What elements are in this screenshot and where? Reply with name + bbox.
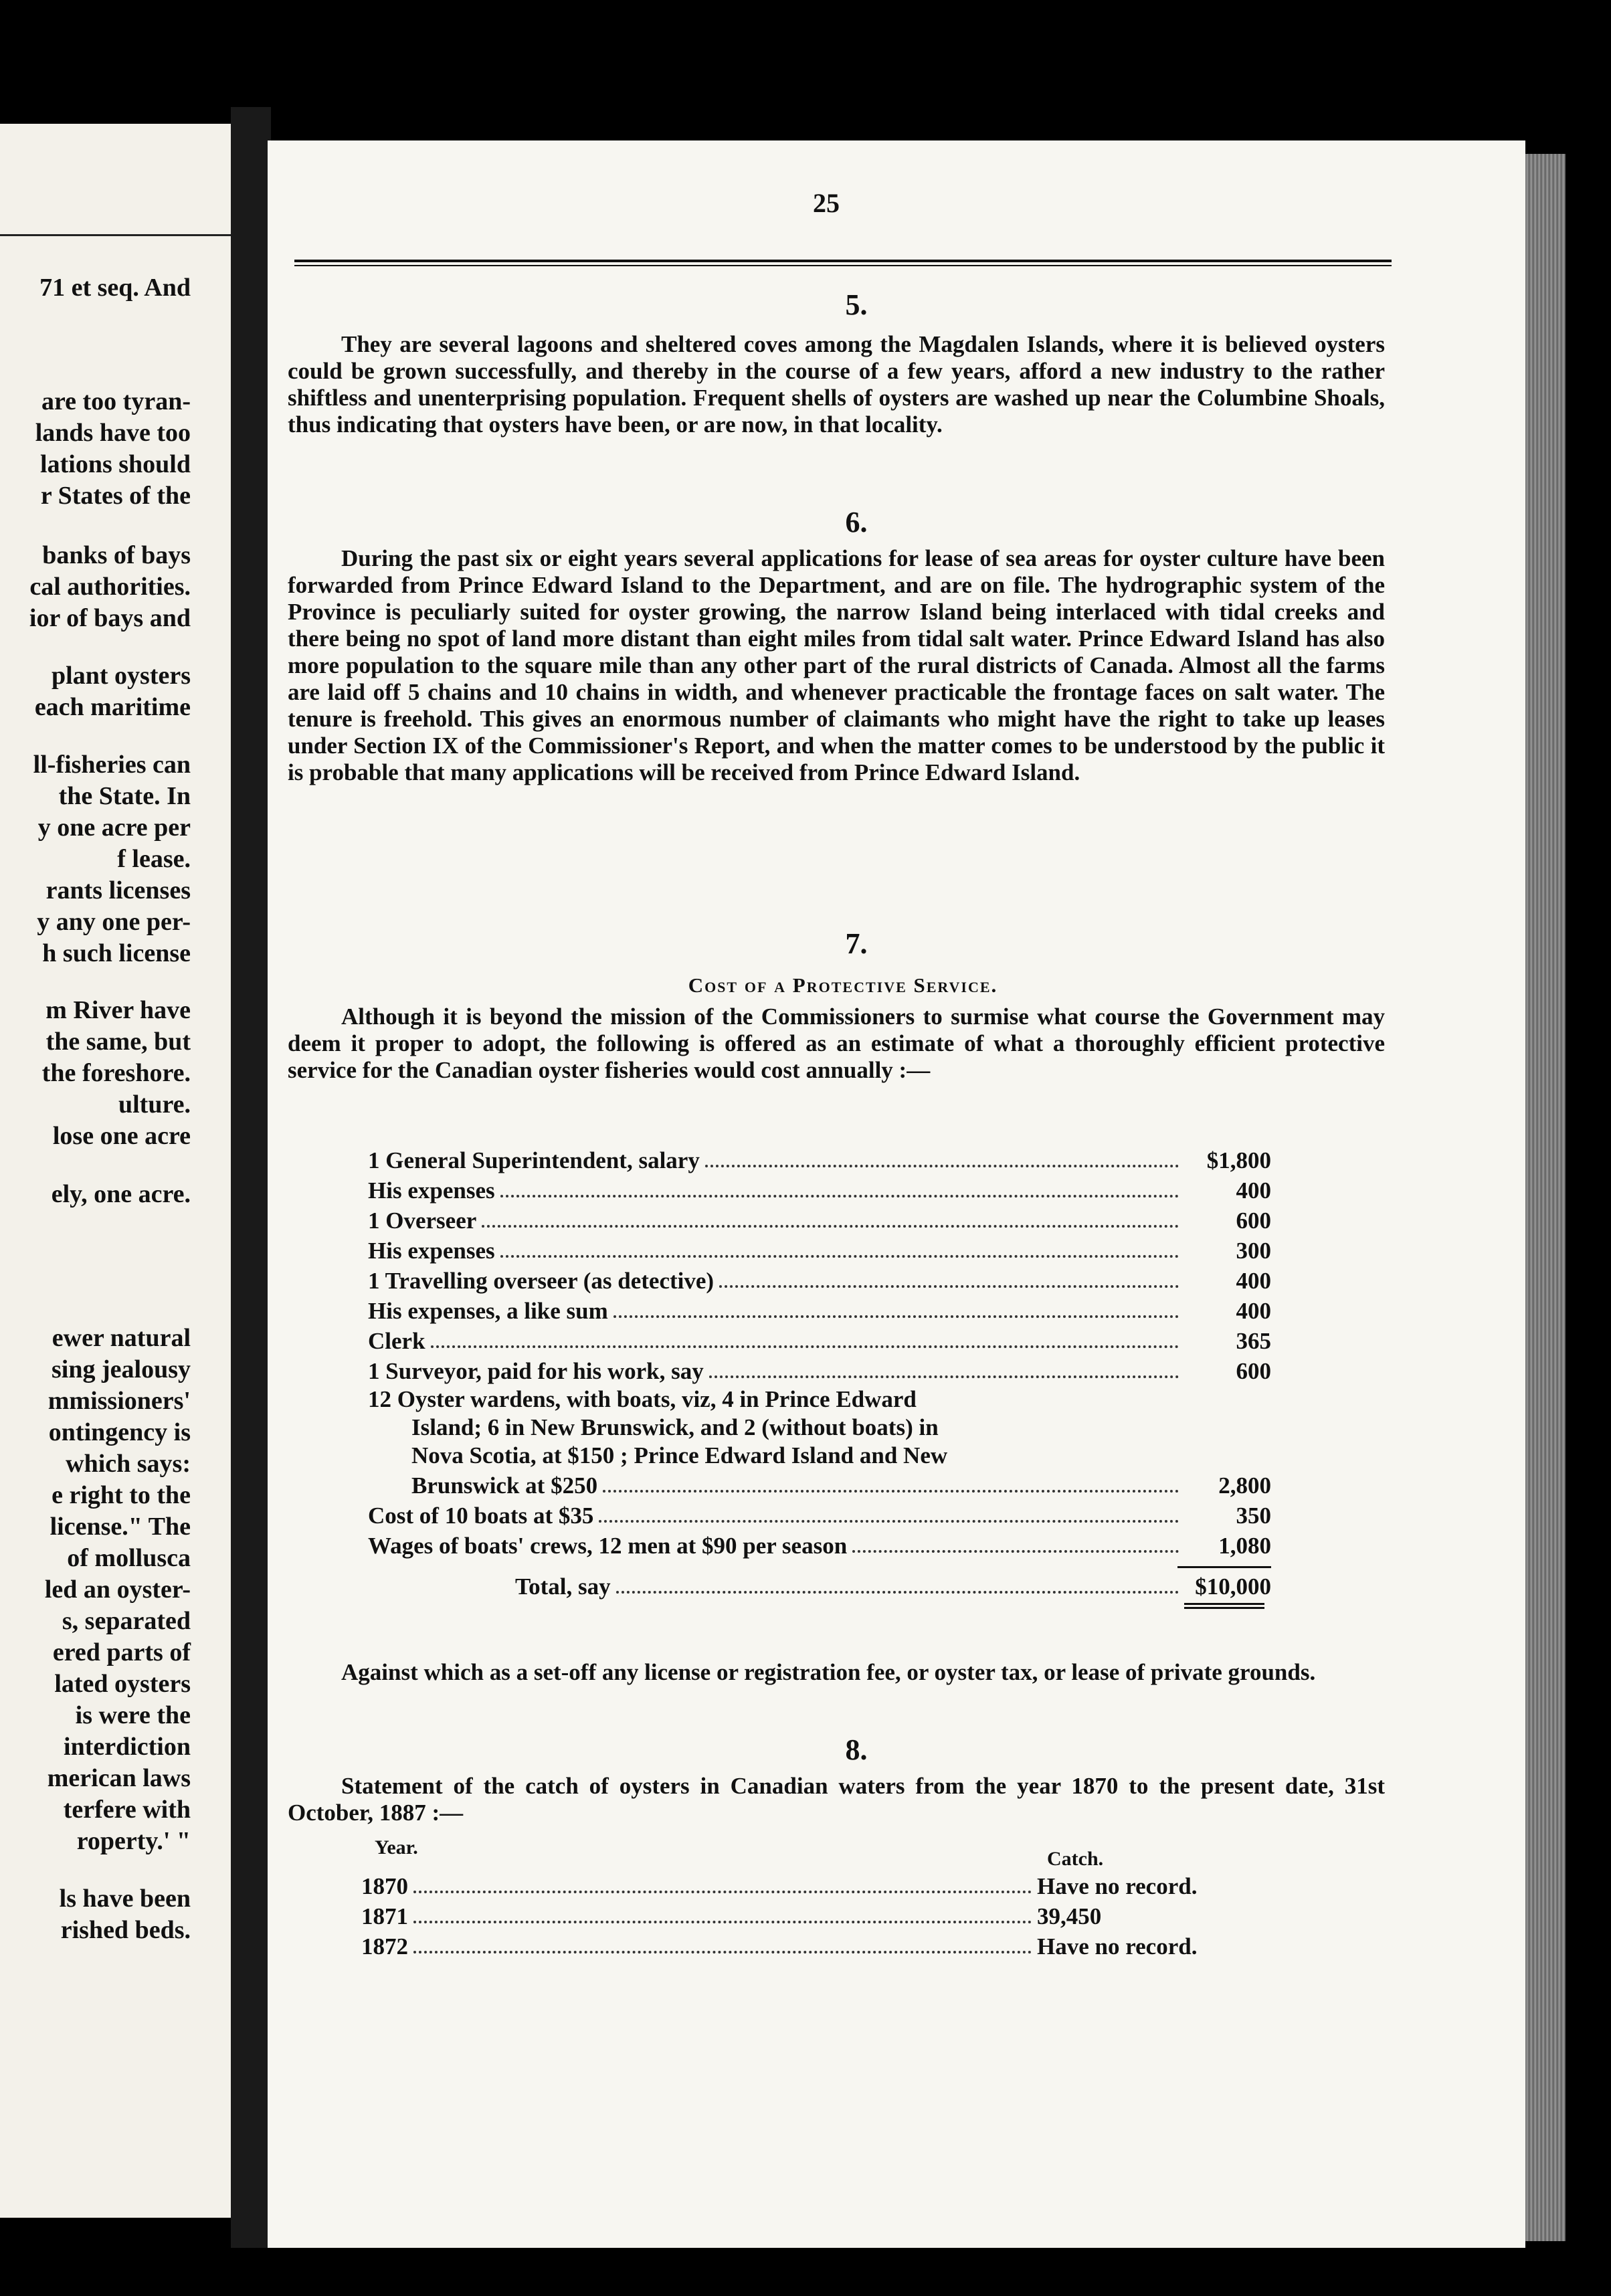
leader-dots xyxy=(413,1891,1032,1893)
cost-row-wardens xyxy=(368,1385,1271,1413)
cost-row xyxy=(368,1295,1271,1325)
leader-dots xyxy=(603,1490,1179,1493)
wardens-line: 12 Oyster wardens, with boats, viz, 4 in Prince Edward xyxy=(368,1386,917,1412)
left-line: rants licenses xyxy=(45,876,191,904)
cost-label: His expenses xyxy=(368,1177,495,1204)
catch-year: 1872 xyxy=(361,1933,408,1959)
left-line: banks of bays xyxy=(42,541,191,569)
cost-row xyxy=(368,1144,1271,1174)
book-gutter xyxy=(231,107,271,2248)
leader-dots xyxy=(705,1165,1179,1167)
cost-amount: 400 xyxy=(1236,1268,1271,1294)
section-7-after: Against which as a set-off any license or registration fee, or oyster tax, or lease of private grounds. xyxy=(341,1659,1316,1685)
left-line: roperty.' " xyxy=(76,1827,191,1855)
wardens-line: Island; 6 in New Brunswick, and 2 (without boats) in xyxy=(411,1414,939,1440)
section-7-number: 7. xyxy=(845,927,868,960)
catch-row xyxy=(361,1900,1258,1930)
catch-table xyxy=(361,1870,1258,1960)
left-line: ior of bays and xyxy=(29,604,191,632)
wardens-line: Nova Scotia, at $150 ; Prince Edward Island and New xyxy=(411,1442,948,1468)
left-line: of mollusca xyxy=(67,1544,191,1572)
cost-amount: 400 xyxy=(1236,1177,1271,1204)
left-line: each maritime xyxy=(34,693,191,721)
cost-amount: 365 xyxy=(1236,1328,1271,1354)
header-rule xyxy=(294,260,1392,262)
cost-row-wardens xyxy=(368,1441,1271,1469)
left-line: lands have too xyxy=(35,419,191,447)
left-line: h such license xyxy=(42,939,191,967)
cost-row xyxy=(368,1529,1271,1559)
left-line: ll-fisheries can xyxy=(33,751,191,779)
total-row xyxy=(368,1570,1271,1600)
leader-dots xyxy=(709,1375,1179,1378)
leader-dots xyxy=(500,1255,1179,1258)
cost-amount: $1,800 xyxy=(1206,1147,1271,1173)
left-line: terfere with xyxy=(63,1796,191,1824)
cost-row xyxy=(368,1264,1271,1295)
cost-label: 1 Travelling overseer (as detective) xyxy=(368,1268,715,1294)
left-line: ered parts of xyxy=(52,1638,191,1666)
left-line: m River have xyxy=(45,996,191,1024)
section-7-intro: Although it is beyond the mission of the Commissioners to surmise what course the Government may deem it proper to adopt, the following is offered as an estimate of what a thoroughly efficient protective service for the Canadian oyster fisheries would cost annually :— xyxy=(288,1003,1385,1083)
col-catch-header: Catch. xyxy=(1047,1848,1104,1870)
cost-amount: 300 xyxy=(1236,1238,1271,1264)
cost-table xyxy=(368,1144,1271,1610)
cost-label: Clerk xyxy=(368,1328,425,1354)
cost-row xyxy=(368,1355,1271,1385)
left-line: ls have been xyxy=(59,1885,191,1913)
total-label: Total, say xyxy=(515,1573,611,1600)
left-line: r States of the xyxy=(40,482,191,510)
cost-row xyxy=(368,1325,1271,1355)
catch-value: Have no record. xyxy=(1037,1933,1198,1959)
left-line: ewer natural xyxy=(52,1324,191,1352)
leader-dots xyxy=(431,1345,1179,1348)
left-line: merican laws xyxy=(47,1764,191,1792)
left-page-rule xyxy=(0,234,231,236)
section-8-intro: Statement of the catch of oysters in Canadian waters from the year 1870 to the present date, 31st October, 1887 :— xyxy=(288,1773,1385,1826)
total-double-rule xyxy=(368,1600,1271,1610)
page-number: 25 xyxy=(813,188,840,218)
cost-amount: 400 xyxy=(1236,1298,1271,1324)
catch-value: Have no record. xyxy=(1037,1873,1198,1899)
left-line: cal authorities. xyxy=(29,573,191,601)
catch-year: 1871 xyxy=(361,1903,408,1929)
left-line: e right to the xyxy=(52,1481,191,1509)
left-line: lated oysters xyxy=(54,1670,191,1698)
leader-dots xyxy=(613,1315,1179,1318)
cost-amount: 600 xyxy=(1236,1358,1271,1384)
left-line: the State. In xyxy=(58,782,191,810)
cost-amount: 600 xyxy=(1236,1208,1271,1234)
catch-row xyxy=(361,1930,1258,1960)
section-6-text: During the past six or eight years several applications for lease of sea areas for oyster culture have been forwarded from Prince Edward Island to the Department, and are on file. The hydrographic system of the Province is peculiarly suited for oyster growing, the narrow Island being interlaced with tidal creeks and there being no spot of land more distant than eight miles from tidal salt water. Prince Edward Island has also more population to the square mile than any other part of the rural districts of Canada. Almost all the farms are laid off 5 chains and 10 chains in width, and whenever practicable the frontage faces on salt water. The tenure is freehold. This gives an enormous number of claimants who might have the right to take up leases under Section IX of the Commissioner's Report, and when the matter comes to be understood by the public it is probable that many applications will be received from Prince Edward Island. xyxy=(288,545,1385,785)
cost-label: Wages of boats' crews, 12 men at $90 per season xyxy=(368,1533,848,1559)
left-line: y any one per- xyxy=(37,908,191,936)
left-line: the same, but xyxy=(45,1028,191,1056)
section-7-heading: Cost of a Protective Service. xyxy=(688,973,998,997)
left-line: mmissioners' xyxy=(48,1387,191,1415)
cost-row xyxy=(368,1234,1271,1264)
left-line: interdiction xyxy=(64,1733,191,1761)
cost-label: 1 Surveyor, paid for his work, say xyxy=(368,1358,704,1384)
header-rule-thin xyxy=(294,265,1392,266)
leader-dots xyxy=(413,1921,1032,1923)
catch-value: 39,450 xyxy=(1037,1903,1102,1929)
cost-label: His expenses, a like sum xyxy=(368,1298,608,1324)
left-line: license." The xyxy=(50,1513,191,1541)
left-line: are too tyran- xyxy=(41,387,191,415)
cost-label: Brunswick at $250 xyxy=(411,1472,598,1499)
left-line: ulture. xyxy=(118,1090,191,1119)
leader-dots xyxy=(719,1285,1179,1288)
total-rule xyxy=(1177,1566,1271,1568)
left-line: f lease. xyxy=(117,845,191,873)
cost-row xyxy=(368,1469,1271,1499)
left-line: ontingency is xyxy=(48,1418,191,1446)
leader-dots xyxy=(500,1195,1179,1198)
total-rule xyxy=(1184,1603,1264,1605)
leader-dots xyxy=(413,1951,1032,1953)
cost-amount: 350 xyxy=(1236,1503,1271,1529)
left-line: lations should xyxy=(40,450,191,478)
cost-row xyxy=(368,1499,1271,1529)
leader-dots xyxy=(599,1520,1179,1523)
leader-dots xyxy=(616,1591,1179,1594)
cost-amount: 1,080 xyxy=(1218,1533,1271,1559)
left-line: y one acre per xyxy=(37,814,191,842)
left-line: s, separated xyxy=(62,1607,191,1635)
cost-row xyxy=(368,1204,1271,1234)
left-line: 71 et seq. And xyxy=(39,274,191,302)
cost-label: Cost of 10 boats at $35 xyxy=(368,1503,594,1529)
cost-amount: 2,800 xyxy=(1218,1472,1271,1499)
section-5-number: 5. xyxy=(845,288,868,321)
total-rule-wrap xyxy=(368,1559,1271,1570)
left-line: which says: xyxy=(66,1450,191,1478)
left-line: the foreshore. xyxy=(41,1059,191,1087)
cost-label: His expenses xyxy=(368,1238,495,1264)
cost-row xyxy=(368,1174,1271,1204)
left-line: sing jealousy xyxy=(52,1355,191,1383)
leader-dots xyxy=(852,1550,1179,1553)
total-rule xyxy=(1184,1607,1264,1609)
left-line: lose one acre xyxy=(52,1122,191,1150)
catch-year: 1870 xyxy=(361,1873,408,1899)
left-page-fragment xyxy=(0,124,231,2218)
leader-dots xyxy=(482,1225,1179,1228)
page-edges xyxy=(1525,154,1566,2241)
section-6-number: 6. xyxy=(845,506,868,539)
left-line: plant oysters xyxy=(52,662,191,690)
cost-label: 1 Overseer xyxy=(368,1208,477,1234)
right-page xyxy=(268,140,1525,2248)
left-line: rished beds. xyxy=(60,1916,191,1944)
catch-row xyxy=(361,1870,1258,1900)
left-line: ely, one acre. xyxy=(51,1180,191,1208)
cost-label: 1 General Superintendent, salary xyxy=(368,1147,700,1173)
section-8-number: 8. xyxy=(845,1733,868,1766)
section-5-text: They are several lagoons and sheltered coves among the Magdalen Islands, where it is believed oysters could be grown successfully, and thereby in the course of a few years, afford a new industry to the rather shiftless and unenterprising population. Frequent shells of oysters are washed up near the Columbine Shoals, thus indicating that oysters have been, or are now, in that locality. xyxy=(288,331,1385,438)
total-amount: $10,000 xyxy=(1195,1573,1271,1600)
cost-row-wardens xyxy=(368,1413,1271,1441)
left-line: is were the xyxy=(75,1701,191,1729)
left-line: led an oyster- xyxy=(44,1575,191,1604)
col-year-header: Year. xyxy=(375,1836,418,1858)
